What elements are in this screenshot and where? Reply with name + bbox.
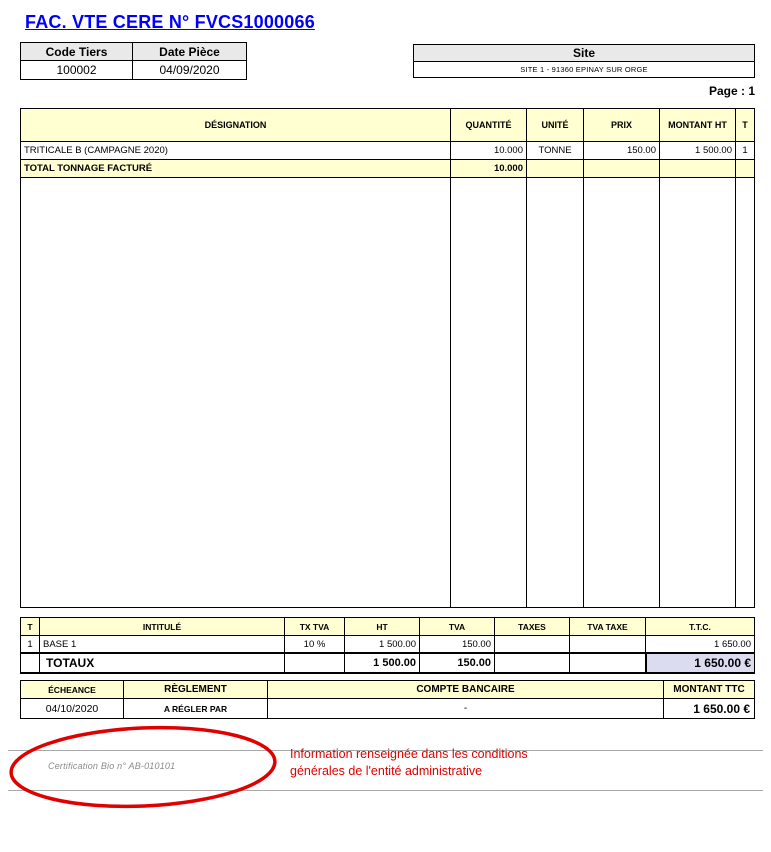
totals-row xyxy=(21,652,754,672)
item-t: 1 xyxy=(742,145,748,156)
col-montant-ht: MONTANT HT xyxy=(660,109,736,141)
tva-row-t: 1 xyxy=(21,636,40,652)
tiers-table xyxy=(20,42,247,80)
tonnage-total-unite xyxy=(527,160,584,177)
tva-col-tva: TVA xyxy=(420,618,495,635)
pay-reglement: A RÉGLER PAR xyxy=(124,699,268,718)
annotation-line1: Information renseignée dans les conditions xyxy=(290,747,528,761)
payment-table xyxy=(20,680,755,719)
certification-text: Certification Bio n° AB-010101 xyxy=(48,761,176,771)
tva-row-tva: 150.00 xyxy=(420,636,495,652)
annotation-text xyxy=(290,746,528,779)
code-tiers-header: Code Tiers xyxy=(21,43,133,61)
tva-row-tx-tva: 10 % xyxy=(285,636,345,652)
item-montant-ht: 1 500.00 xyxy=(660,142,736,159)
tonnage-total-montant xyxy=(660,160,736,177)
tva-row-tva-taxe xyxy=(570,636,646,652)
pay-col-compte: COMPTE BANCAIRE xyxy=(268,681,664,698)
totals-tx-tva xyxy=(285,654,345,672)
annotation-line2: générales de l'entité administrative xyxy=(290,763,483,778)
totals-taxes xyxy=(495,654,570,672)
tonnage-total-row xyxy=(21,160,754,178)
totals-ttc: 1 650.00 € xyxy=(645,654,754,672)
tva-col-taxes: TAXES xyxy=(495,618,570,635)
payment-table-header xyxy=(21,681,754,699)
col-designation: DÉSIGNATION xyxy=(21,109,451,141)
site-header: Site xyxy=(413,44,755,62)
pay-echeance: 04/10/2020 xyxy=(21,699,124,718)
item-designation: TRITICALE B (CAMPAGNE 2020) xyxy=(21,142,451,159)
col-t: T xyxy=(742,119,748,130)
totals-tva: 150.00 xyxy=(420,654,495,672)
pay-col-echeance: ÉCHEANCE xyxy=(21,681,124,698)
totals-ht: 1 500.00 xyxy=(345,654,420,672)
tva-col-tx-tva: TX TVA xyxy=(285,618,345,635)
totals-t xyxy=(21,654,40,672)
tva-table xyxy=(20,617,755,674)
code-tiers-value: 100002 xyxy=(21,61,133,79)
tva-row-ht: 1 500.00 xyxy=(345,636,420,652)
col-quantite: QUANTITÉ xyxy=(451,109,527,141)
pay-compte: - xyxy=(268,699,664,718)
item-unite: TONNE xyxy=(527,142,584,159)
item-row xyxy=(21,142,754,160)
tva-row xyxy=(21,636,754,652)
items-table-empty-body xyxy=(21,178,754,607)
tva-row-ttc: 1 650.00 xyxy=(714,638,751,650)
col-prix: PRIX xyxy=(584,109,660,141)
pay-col-reglement: RÈGLEMENT xyxy=(124,681,268,698)
items-table-header xyxy=(21,109,754,142)
pay-col-montant-ttc: MONTANT TTC xyxy=(673,684,745,695)
tonnage-total-prix xyxy=(584,160,660,177)
items-table xyxy=(20,108,755,608)
invoice-title-link[interactable]: FAC. VTE CERE N° FVCS1000066 xyxy=(25,12,315,32)
footer-divider-bottom xyxy=(8,790,763,791)
tonnage-total-label: TOTAL TONNAGE FACTURÉ xyxy=(21,160,451,177)
tva-col-ttc: T.T.C. xyxy=(689,621,711,632)
pay-montant-ttc: 1 650.00 € xyxy=(693,701,750,716)
tiers-header-row xyxy=(21,43,246,61)
site-table xyxy=(413,44,755,78)
tva-col-ht: HT xyxy=(345,618,420,635)
totals-label: TOTAUX xyxy=(40,654,285,672)
tiers-value-row xyxy=(21,61,246,79)
payment-row xyxy=(21,699,754,718)
tva-col-intitule: INTITULÉ xyxy=(40,618,285,635)
item-quantite: 10.000 xyxy=(451,142,527,159)
tva-col-tva-taxe: TVA TAXE xyxy=(570,618,646,635)
totals-tva-taxe xyxy=(570,654,646,672)
col-unite: UNITÉ xyxy=(527,109,584,141)
date-piece-value: 04/09/2020 xyxy=(159,63,220,77)
tva-row-intitule: BASE 1 xyxy=(40,636,285,652)
item-prix: 150.00 xyxy=(584,142,660,159)
tonnage-total-quantite: 10.000 xyxy=(451,160,527,177)
page-number: Page : 1 xyxy=(708,84,755,98)
tva-table-header xyxy=(21,618,754,636)
tva-row-taxes xyxy=(495,636,570,652)
tva-col-t: T xyxy=(21,618,40,635)
date-piece-header: Date Pièce xyxy=(133,43,246,61)
tonnage-total-t xyxy=(736,160,754,177)
site-value: SITE 1 - 91360 EPINAY SUR ORGE xyxy=(413,62,755,78)
